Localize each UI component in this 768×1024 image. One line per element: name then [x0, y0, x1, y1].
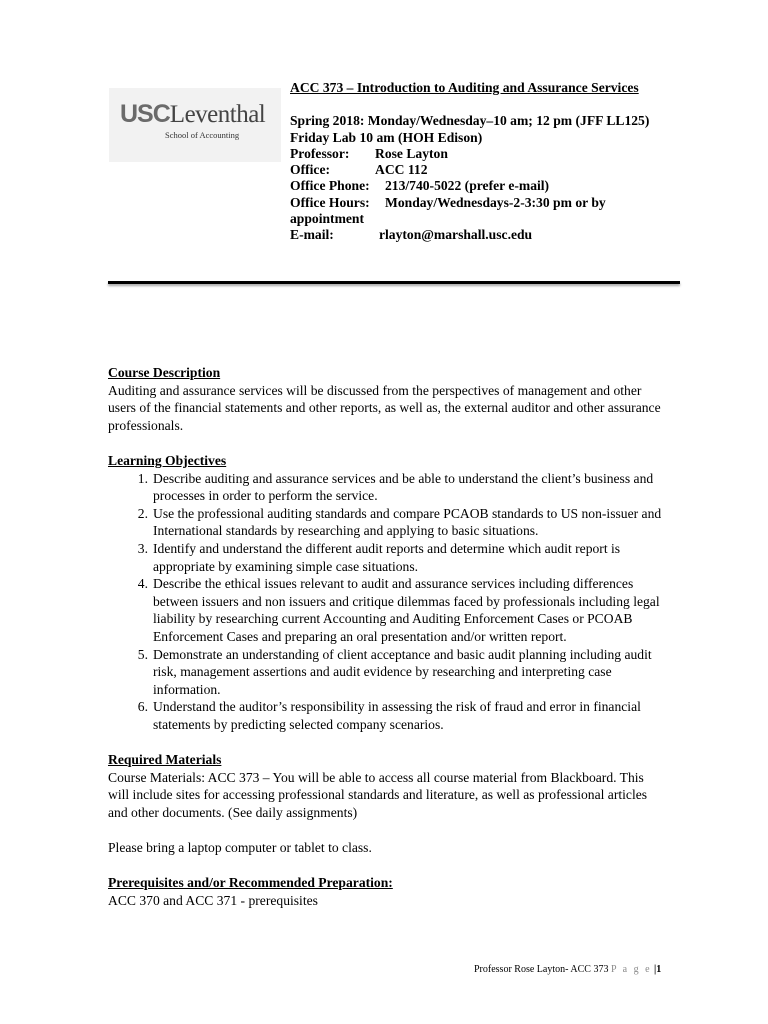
learning-objectives-heading: Learning Objectives [108, 452, 227, 468]
logo-subtitle: School of Accounting [165, 130, 240, 140]
list-item: 5. Demonstrate an understanding of client acceptance and basic audit planning including audit risk, management assertions and audit evidence by researching and interpreting case information. [137, 646, 652, 697]
email-link[interactable]: rlayton@marshall.usc.edu [379, 227, 533, 243]
page-number: 1 [656, 964, 662, 975]
schedule-line: Spring 2018: Monday/Wednesday–10 am; 12 pm (JFF LL125) [290, 113, 650, 129]
prerequisites-heading: Prerequisites and/or Recommended Preparation: [108, 875, 393, 891]
required-materials-text: Course Materials: ACC 373 – You will be able to access all course material from Blackboard. This will include sites for accessing professional standards and literature, as well as professional articles and other documents. (See daily assignments) [108, 769, 648, 820]
office-hours-line: Office Hours: Monday/Wednesdays-2-3:30 pm or by appointment [290, 194, 606, 227]
course-title: ACC 373 – Introduction to Auditing and Assurance Services [290, 80, 639, 95]
learning-objectives-list [108, 470, 668, 734]
usc-leventhal-logo [109, 88, 281, 162]
required-materials-heading: Required Materials [108, 752, 222, 768]
course-description-text: Auditing and assurance services will be discussed from the perspectives of management and other users of the financial statements and other reports, as well as, the external auditor and other assurance professionals. [108, 382, 661, 433]
course-header [290, 80, 670, 244]
laptop-note: Please bring a laptop computer or tablet to class. [108, 840, 372, 856]
professor-line: Professor: Rose Layton [290, 145, 448, 161]
syllabus-body [108, 364, 668, 909]
logo-wordmark: USCLeventhal [120, 100, 266, 128]
email-line: E-mail: rlayton@marshall.usc.edu [290, 227, 533, 243]
list-item: 6. Understand the auditor’s responsibility in assessing the risk of fraud and error in financial statements by predicting selected company scenarios. [137, 699, 641, 732]
page-footer: Professor Rose Layton- ACC 373 P a g e |1 [474, 964, 662, 975]
course-description-heading: Course Description [108, 365, 221, 380]
list-item: 3. Identify and understand the different audit reports and determine which audit report is appropriate by examining simple case situations. [137, 540, 621, 574]
prerequisites-text: ACC 370 and ACC 371 - prerequisites [108, 892, 318, 908]
header-divider [108, 281, 680, 284]
list-item: 1. Describe auditing and assurance services and be able to understand the client’s business and processes in order to perform the service. [137, 470, 654, 504]
list-item: 2. Use the professional auditing standards and compare PCAOB standards to US non-issuer and International standards by researching and applying to basic situations. [137, 505, 662, 539]
lab-line: Friday Lab 10 am (HOH Edison) [290, 129, 483, 145]
phone-line: Office Phone: 213/740-5022 (prefer e-mail) [290, 178, 550, 194]
list-item: 4. Describe the ethical issues relevant to audit and assurance services including differences between issuers and non issuers and critique dilemmas faced by professionals including legal liability by researching current Accounting and Auditing Enforcement Cases or PCOAB Enforcement Cases and preparing an oral presentation and/or written report. [137, 576, 660, 644]
office-line: Office: ACC 112 [290, 162, 428, 178]
page-label: P a g e [610, 964, 652, 975]
